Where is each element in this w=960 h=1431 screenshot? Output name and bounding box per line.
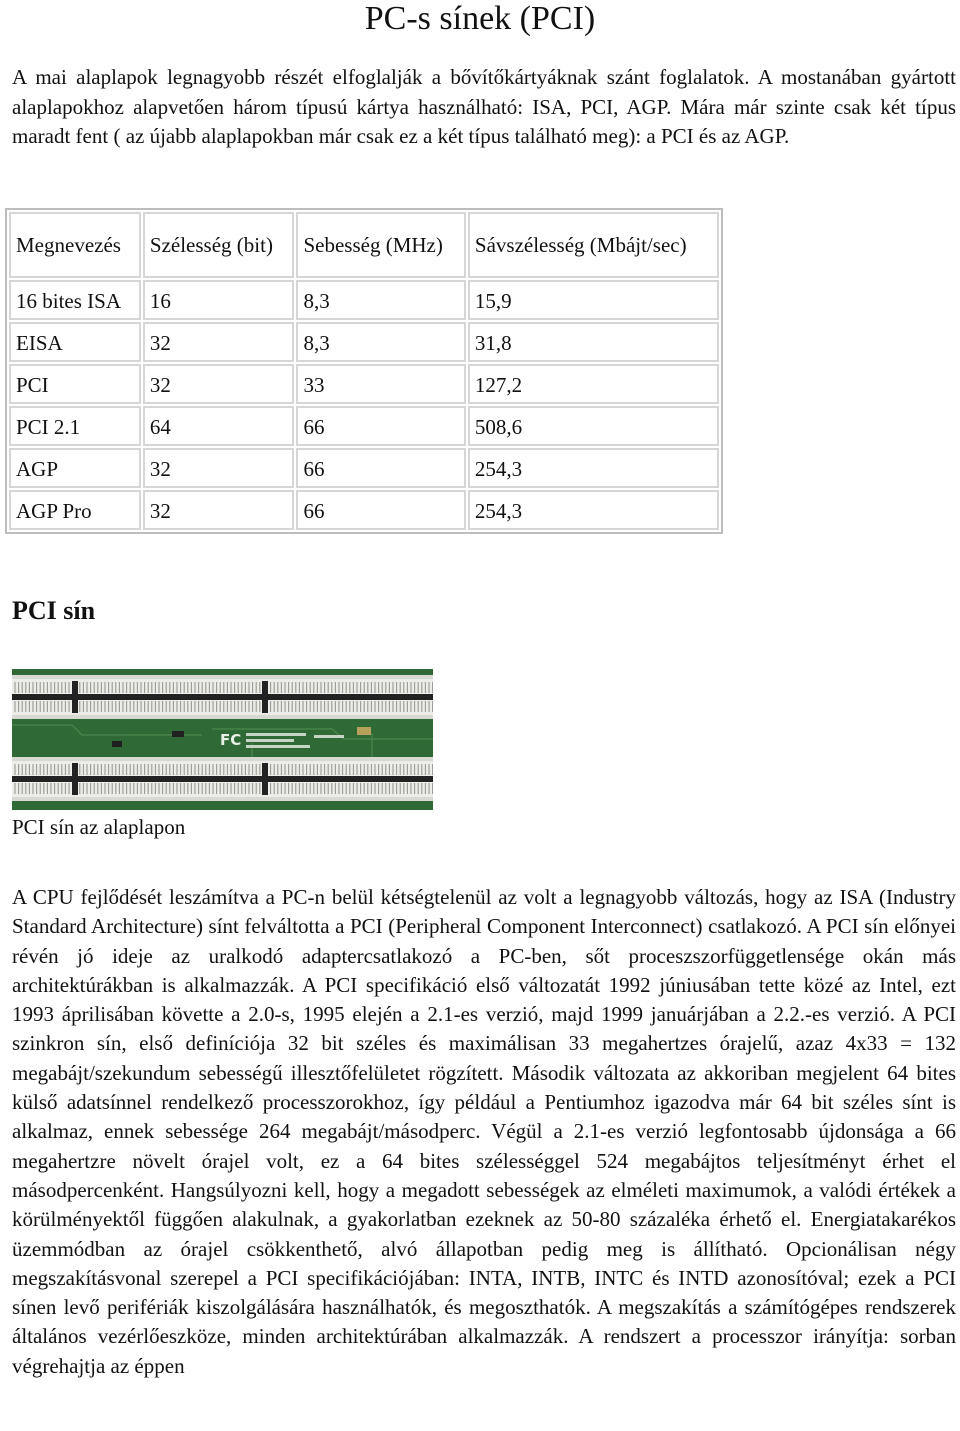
section-heading: PCI sín (12, 596, 96, 625)
intro-paragraph: A mai alaplapok legnagyobb részét elfoglalják a bővítőkártyáknak szánt foglalatok. A mostanában gyártott alaplapokhoz alapvetően három típusú kártya használható: ISA, PCI, AGP. Mára már szinte csak két típus maradt fent ( az újabb alaplapokban már csak ez a két típus található meg): a PCI és az AGP. (12, 65, 956, 148)
table-cell: 32 (143, 490, 295, 530)
table-cell: 33 (296, 364, 465, 404)
svg-text:FC: FC (220, 731, 242, 749)
photo-caption: PCI sín az alaplapon (12, 815, 186, 839)
table-cell: 32 (143, 322, 295, 362)
page-title: PC-s sínek (PCI) (364, 0, 596, 37)
table-cell: 32 (143, 364, 295, 404)
table-cell: 16 (143, 280, 295, 320)
table-cell: 66 (296, 490, 465, 530)
table-cell: 31,8 (468, 322, 719, 362)
header-name: Megnevezés (9, 212, 141, 278)
table-row (9, 280, 719, 320)
table-row (9, 490, 719, 530)
table-cell: 16 bites ISA (9, 280, 141, 320)
table-cell: 508,6 (468, 406, 719, 446)
table-cell: PCI (9, 364, 141, 404)
table-row (9, 322, 719, 362)
table-cell: PCI 2.1 (9, 406, 141, 446)
table-cell: 66 (296, 448, 465, 488)
table-cell: 254,3 (468, 448, 719, 488)
table-header-row (9, 212, 719, 278)
table-cell: 8,3 (296, 280, 465, 320)
table-cell: 15,9 (468, 280, 719, 320)
pci-slot-photo (12, 669, 433, 810)
header-speed: Sebesség (MHz) (296, 212, 465, 278)
table-cell: 32 (143, 448, 295, 488)
table-cell: 127,2 (468, 364, 719, 404)
table-cell: 8,3 (296, 322, 465, 362)
table-cell: 66 (296, 406, 465, 446)
table-cell: AGP Pro (9, 490, 141, 530)
table-cell: 64 (143, 406, 295, 446)
table-row (9, 406, 719, 446)
table-cell: 254,3 (468, 490, 719, 530)
table-cell: EISA (9, 322, 141, 362)
table-row (9, 364, 719, 404)
body-paragraph: A CPU fejlődését leszámítva a PC-n belül kétségtelenül az volt a legnagyobb változás, hogy az ISA (Industry Standard Architecture) sínt felváltotta a PCI (Peripheral Component Interconnect) csatlakozó. A PCI sín előnyei révén jó ideje az uralkodó adaptercsatlakozó a PC-ben, sőt proceszszorfüggetlensége okán más architektúrákban is alkalmazzák. A PCI specifikáció első változatát 1992 júniusában tette közé az Intel, ezt 1993 áprilisában követte a 2.0-s, 1995 elején a 2.1-es verzió, majd 1999 januárjában a 2.2.-es verzió. A PCI szinkron sín, első definíciója 32 bit széles és maximálisan 33 megahertzes órajelű, azaz 4x33 = 132 megabájt/szekundum sebességű illesztőfelületet rögzített. Második változata az akkoriban megjelent 64 bites külső adatsínnel rendelkező processzorokhoz, így például a Pentiumhoz igazodva már 64 bit széles sínt is alkalmaz, ennek sebessége 264 megabájt/másodperc. Végül a 2.1-es verzió legfontosabb újdonsága a 66 megahertzre növelt órajel volt, ez a 64 bites szélességgel 524 megabájtos teljesítményt érhet el másodpercenként. Hangsúlyozni kell, hogy a megadott sebességek az elméleti maximumok, a valódi értékek a körülményektől függően alakulnak, a gyakorlatban ezeknek az 50-80 százaléka érhető el. Energiatakarékos üzemmódban az órajel csökkenthető, alvó állapotban pedig meg is állítható. Opcionálisan négy megszakításvonal szerepel a PCI specifikációjában: INTA, INTB, INTC és INTD azonosítóval; ezek a PCI sínen levő perifériák kiszolgálására használhatók, és megoszthatók. A megszakítás a számítógépes rendszerek általános vezérlőeszköze, minden architektúrában alkalmazzák. A rendszert a processzor irányítja: sorban végrehajtja az éppen (12, 885, 956, 1378)
header-bandwidth: Sávszélesség (Mbájt/sec) (468, 212, 719, 278)
bus-comparison-table (5, 208, 723, 534)
table-row (9, 448, 719, 488)
fcc-logo-icon (220, 731, 241, 749)
table-cell: AGP (9, 448, 141, 488)
header-width: Szélesség (bit) (143, 212, 295, 278)
